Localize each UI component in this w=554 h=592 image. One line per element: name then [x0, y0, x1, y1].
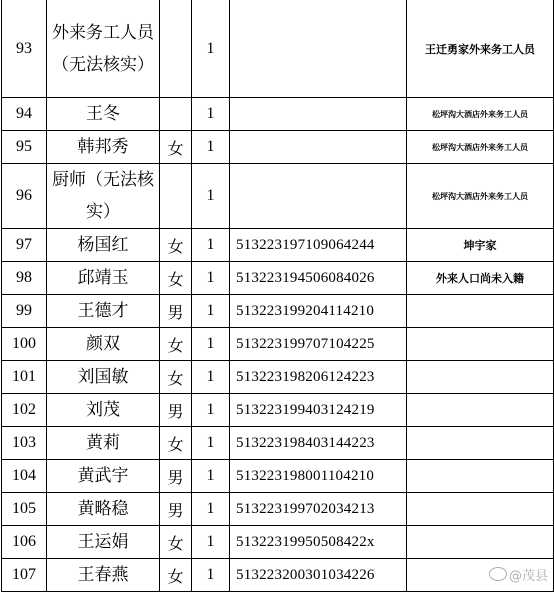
gender-cell: 男: [160, 460, 192, 493]
id-number-cell: 513223198001104210: [230, 460, 407, 493]
id-number-cell: 513223198403144223: [230, 427, 407, 460]
watermark-text: @茂县: [508, 569, 548, 584]
note-cell: [407, 295, 554, 328]
note-cell: 松坪沟大酒店外来务工人员: [407, 98, 554, 131]
population-table: [1, 0, 554, 592]
table-row: [2, 427, 554, 460]
gender-cell: [160, 164, 192, 229]
gender-cell: 女: [160, 526, 192, 559]
note-cell: [407, 394, 554, 427]
gender-cell: 女: [160, 559, 192, 592]
person-name: 刘国敏: [47, 361, 160, 394]
note-cell: 坤宇家: [407, 229, 554, 262]
table-row: [2, 493, 554, 526]
id-number-cell: 513223199702034213: [230, 493, 407, 526]
row-number: 100: [2, 328, 47, 361]
gender-cell: 女: [160, 229, 192, 262]
table-row: [2, 229, 554, 262]
count-cell: 1: [192, 164, 230, 229]
person-name: 外来务工人员（无法核实）: [47, 0, 160, 98]
table-row: [2, 0, 554, 98]
note-cell: [407, 328, 554, 361]
row-number: 104: [2, 460, 47, 493]
person-name: 韩邦秀: [47, 131, 160, 164]
row-number: 102: [2, 394, 47, 427]
table-row: [2, 164, 554, 229]
person-name: 王冬: [47, 98, 160, 131]
count-cell: 1: [192, 427, 230, 460]
table-row: [2, 526, 554, 559]
note-cell: 外来人口尚未入籍: [407, 262, 554, 295]
count-cell: 1: [192, 361, 230, 394]
table-body: [2, 0, 554, 592]
person-name: 刘茂: [47, 394, 160, 427]
gender-cell: 女: [160, 262, 192, 295]
weibo-watermark: [489, 565, 548, 584]
note-cell: 王迁勇家外来务工人员: [407, 0, 554, 98]
weibo-icon: [489, 567, 507, 581]
id-number-cell: [230, 0, 407, 98]
row-number: 93: [2, 0, 47, 98]
row-number: 95: [2, 131, 47, 164]
gender-cell: 男: [160, 394, 192, 427]
count-cell: 1: [192, 295, 230, 328]
id-number-cell: [230, 164, 407, 229]
count-cell: 1: [192, 262, 230, 295]
person-name: 王德才: [47, 295, 160, 328]
id-number-cell: 513223199707104225: [230, 328, 407, 361]
table-row: [2, 559, 554, 592]
table-row: [2, 131, 554, 164]
note-cell: [407, 361, 554, 394]
table-row: [2, 328, 554, 361]
gender-cell: 女: [160, 328, 192, 361]
person-name: 王春燕: [47, 559, 160, 592]
table-row: [2, 262, 554, 295]
note-cell: [407, 493, 554, 526]
table-row: [2, 394, 554, 427]
id-number-cell: [230, 98, 407, 131]
id-number-cell: 513223198206124223: [230, 361, 407, 394]
note-cell: 松坪沟大酒店外来务工人员: [407, 131, 554, 164]
gender-cell: 女: [160, 131, 192, 164]
id-number-cell: 513223197109064244: [230, 229, 407, 262]
gender-cell: 女: [160, 427, 192, 460]
count-cell: 1: [192, 131, 230, 164]
gender-cell: 男: [160, 493, 192, 526]
row-number: 106: [2, 526, 47, 559]
person-name: 厨师（无法核实）: [47, 164, 160, 229]
note-cell: [407, 526, 554, 559]
count-cell: 1: [192, 394, 230, 427]
id-number-cell: 513223199204114210: [230, 295, 407, 328]
table-row: [2, 460, 554, 493]
count-cell: 1: [192, 98, 230, 131]
person-name: 王运娟: [47, 526, 160, 559]
person-name: 黄略稳: [47, 493, 160, 526]
count-cell: 1: [192, 0, 230, 98]
note-cell: [407, 460, 554, 493]
count-cell: 1: [192, 493, 230, 526]
table-row: [2, 98, 554, 131]
row-number: 99: [2, 295, 47, 328]
row-number: 96: [2, 164, 47, 229]
id-number-cell: [230, 131, 407, 164]
row-number: 105: [2, 493, 47, 526]
note-cell: [407, 427, 554, 460]
count-cell: 1: [192, 526, 230, 559]
table-row: [2, 361, 554, 394]
row-number: 98: [2, 262, 47, 295]
id-number-cell: 51322319950508422x: [230, 526, 407, 559]
person-name: 黄武宇: [47, 460, 160, 493]
table-row: [2, 295, 554, 328]
gender-cell: 男: [160, 295, 192, 328]
id-number-cell: 513223200301034226: [230, 559, 407, 592]
id-number-cell: 513223199403124219: [230, 394, 407, 427]
row-number: 107: [2, 559, 47, 592]
gender-cell: [160, 98, 192, 131]
note-cell: 松坪沟大酒店外来务工人员: [407, 164, 554, 229]
count-cell: 1: [192, 229, 230, 262]
row-number: 101: [2, 361, 47, 394]
id-number-cell: 513223194506084026: [230, 262, 407, 295]
row-number: 94: [2, 98, 47, 131]
gender-cell: [160, 0, 192, 98]
person-name: 颜双: [47, 328, 160, 361]
gender-cell: 女: [160, 361, 192, 394]
count-cell: 1: [192, 328, 230, 361]
person-name: 邱靖玉: [47, 262, 160, 295]
row-number: 103: [2, 427, 47, 460]
count-cell: 1: [192, 460, 230, 493]
person-name: 杨国红: [47, 229, 160, 262]
person-name: 黄莉: [47, 427, 160, 460]
row-number: 97: [2, 229, 47, 262]
count-cell: 1: [192, 559, 230, 592]
